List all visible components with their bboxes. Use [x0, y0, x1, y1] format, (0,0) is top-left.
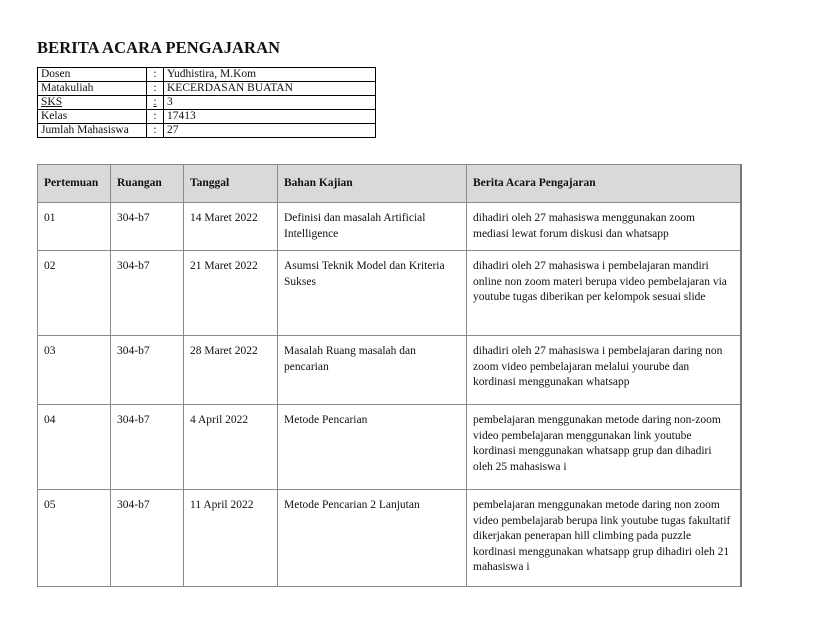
table-row — [38, 490, 741, 587]
info-label: Kelas — [38, 110, 147, 124]
info-separator: : — [147, 110, 164, 124]
cell-tanggal: 11 April 2022 — [184, 490, 278, 587]
table-row — [38, 405, 741, 490]
cell-pertemuan: 01 — [38, 203, 111, 251]
cell-pertemuan: 02 — [38, 251, 111, 336]
info-label: Dosen — [38, 68, 147, 82]
cell-bahan-kajian: Metode Pencarian — [278, 405, 467, 490]
cell-ruangan: 304-b7 — [111, 203, 184, 251]
header-ruangan: Ruangan — [111, 165, 184, 203]
info-value: Yudhistira, M.Kom — [164, 68, 376, 82]
info-label: Jumlah Mahasiswa — [38, 124, 147, 138]
cell-ruangan: 304-b7 — [111, 490, 184, 587]
info-row-jumlah-mahasiswa — [38, 124, 376, 138]
course-info-table — [37, 67, 376, 138]
info-row-dosen — [38, 68, 376, 82]
cell-tanggal: 4 April 2022 — [184, 405, 278, 490]
cell-berita-acara: dihadiri oleh 27 mahasiswa menggunakan zoom mediasi lewat forum diskusi dan whatsapp — [467, 203, 741, 251]
info-value: KECERDASAN BUATAN — [164, 82, 376, 96]
cell-tanggal: 14 Maret 2022 — [184, 203, 278, 251]
cell-bahan-kajian: Metode Pencarian 2 Lanjutan — [278, 490, 467, 587]
cell-pertemuan: 03 — [38, 336, 111, 405]
info-separator: : — [147, 68, 164, 82]
cell-bahan-kajian: Definisi dan masalah Artificial Intelligence — [278, 203, 467, 251]
cell-berita-acara: dihadiri oleh 27 mahasiswa i pembelajaran daring non zoom video pembelajaran melalui yourube dan kordinasi menggunakan whatsapp — [467, 336, 741, 405]
cell-tanggal: 21 Maret 2022 — [184, 251, 278, 336]
table-row — [38, 336, 741, 405]
header-pertemuan: Pertemuan — [38, 165, 111, 203]
info-value: 3 — [164, 96, 376, 110]
info-separator: : — [147, 124, 164, 138]
table-row — [38, 251, 741, 336]
cell-ruangan: 304-b7 — [111, 336, 184, 405]
info-label: Matakuliah — [38, 82, 147, 96]
info-value: 17413 — [164, 110, 376, 124]
cell-berita-acara: pembelajaran menggunakan metode daring non zoom video pembelajarab berupa link youtube tugas fakultatif dikerjakan penerapan hill climbing pada puzzle kordinasi menggunakan whatsapp grup dihadiri oleh 21 mahasiswa i — [467, 490, 741, 587]
cell-bahan-kajian: Masalah Ruang masalah dan pencarian — [278, 336, 467, 405]
info-separator: : — [147, 96, 164, 110]
info-row-kelas — [38, 110, 376, 124]
table-row — [38, 203, 741, 251]
info-separator: : — [147, 82, 164, 96]
info-value: 27 — [164, 124, 376, 138]
teaching-log-table — [37, 164, 742, 587]
info-label: SKS — [38, 96, 147, 110]
cell-berita-acara: pembelajaran menggunakan metode daring non-zoom video pembelajaran menggunakan link youtube kordinasi menggunakan whatsapp grup dan dihadiri oleh 25 mahasiswa i — [467, 405, 741, 490]
header-berita-acara: Berita Acara Pengajaran — [467, 165, 741, 203]
info-row-sks — [38, 96, 376, 110]
cell-tanggal: 28 Maret 2022 — [184, 336, 278, 405]
info-row-matakuliah — [38, 82, 376, 96]
cell-pertemuan: 05 — [38, 490, 111, 587]
cell-berita-acara: dihadiri oleh 27 mahasiswa i pembelajaran mandiri online non zoom materi berupa video pembelajaran via youtube tugas diberikan per kelompok sesuai slide — [467, 251, 741, 336]
header-tanggal: Tanggal — [184, 165, 278, 203]
table-header-row — [38, 165, 741, 203]
header-bahan-kajian: Bahan Kajian — [278, 165, 467, 203]
cell-bahan-kajian: Asumsi Teknik Model dan Kriteria Sukses — [278, 251, 467, 336]
cell-ruangan: 304-b7 — [111, 251, 184, 336]
cell-ruangan: 304-b7 — [111, 405, 184, 490]
cell-pertemuan: 04 — [38, 405, 111, 490]
page-title: BERITA ACARA PENGAJARAN — [37, 38, 281, 57]
